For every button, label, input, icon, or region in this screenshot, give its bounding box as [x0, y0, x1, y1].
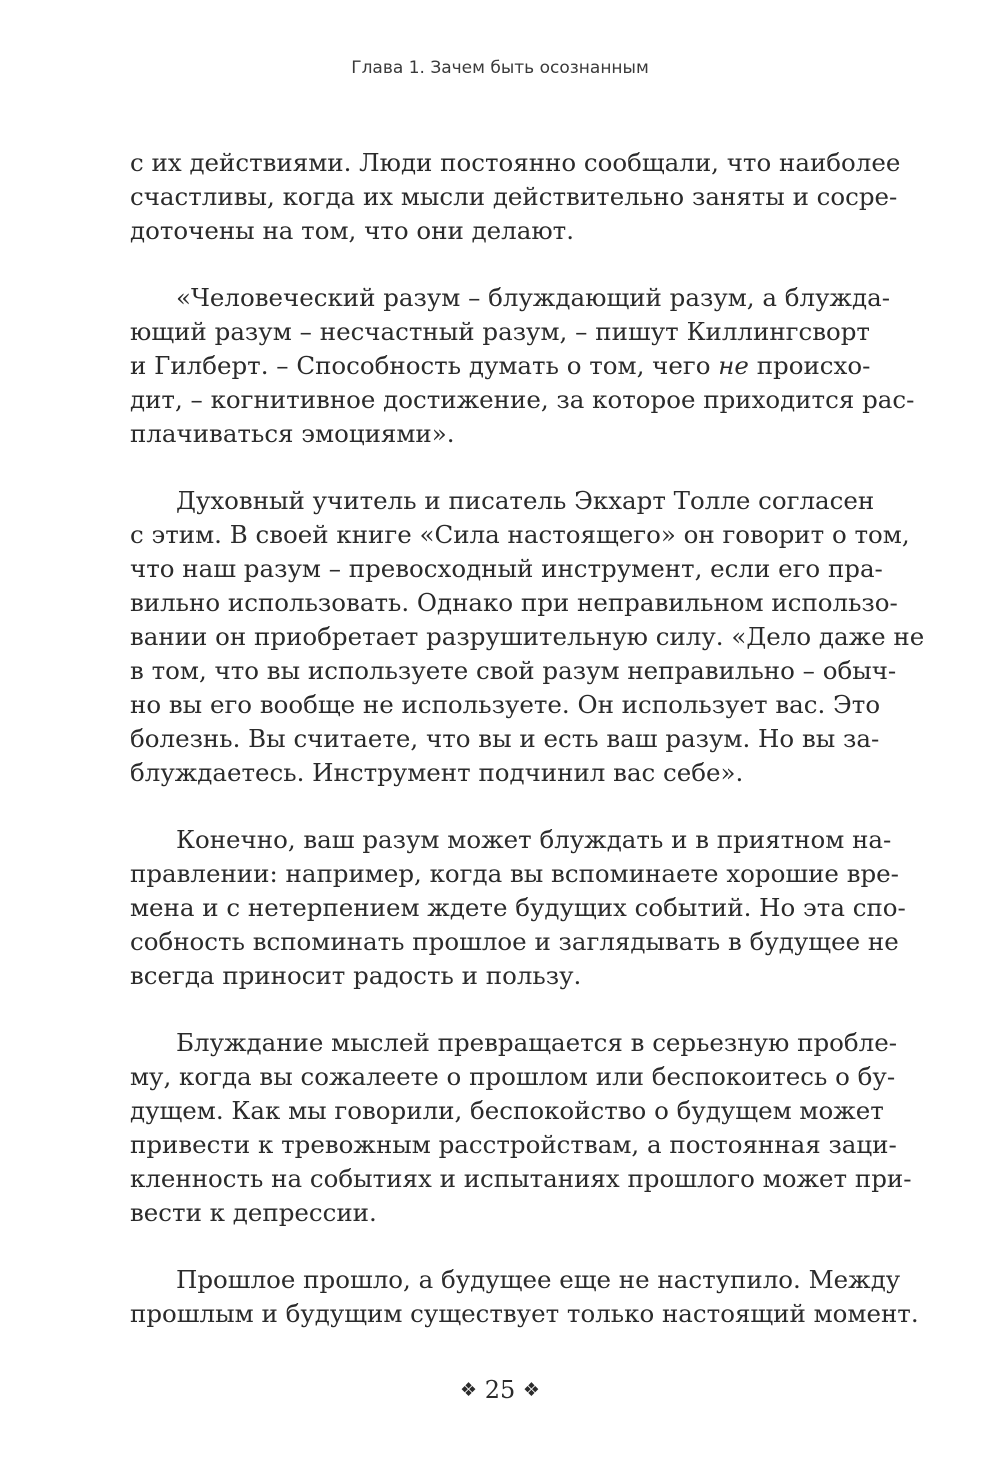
text-line	[130, 349, 870, 383]
text-line: что наш разум – превосходный инструмент, если его пра-	[130, 554, 883, 583]
text-segment: и Гилберт. – Способность думать о том, чего	[130, 351, 711, 380]
running-header: Глава 1. Зачем быть осознанным	[351, 58, 649, 78]
text-line: Духовный учитель и писатель Экхарт Толле согласен	[176, 486, 875, 515]
text-line: му, когда вы сожалеете о прошлом или беспокоитесь о бу-	[130, 1062, 896, 1091]
text-line: плачиваться эмоциями».	[130, 419, 455, 448]
text-line: всегда приносит радость и пользу.	[130, 961, 582, 990]
body-text	[130, 146, 925, 1331]
text-line: ющий разум – несчастный разум, – пишут Киллингсворт	[130, 317, 870, 346]
text-line: доточены на том, что они делают.	[130, 216, 575, 245]
text-line: но вы его вообще не используете. Он использует вас. Это	[130, 690, 881, 719]
text-line: с этим. В своей книге «Сила настоящего» он говорит о том,	[130, 520, 910, 549]
emphasis: не	[718, 351, 749, 380]
ornament-icon: ❖	[522, 1379, 540, 1401]
text-line: Конечно, ваш разум может блуждать и в приятном на-	[176, 825, 892, 854]
text-line: блуждаетесь. Инструмент подчинил вас себе».	[130, 758, 744, 787]
text-segment: происхо-	[756, 351, 871, 380]
text-line: болезнь. Вы считаете, что вы и есть ваш разум. Но вы за-	[130, 724, 880, 753]
text-line: собность вспоминать прошлое и заглядывать в будущее не	[130, 927, 899, 956]
text-line: прошлым и будущим существует только настоящий момент.	[130, 1299, 919, 1328]
text-line: счастливы, когда их мысли действительно заняты и сосре-	[130, 182, 898, 211]
text-line: привести к тревожным расстройствам, а постоянная заци-	[130, 1130, 897, 1159]
text-line: «Человеческий разум – блуждающий разум, а блужда-	[176, 283, 891, 312]
text-line: Прошлое прошло, а будущее еще не наступило. Между	[176, 1265, 901, 1294]
text-line: дущем. Как мы говорили, беспокойство о будущем может	[130, 1096, 884, 1125]
text-line: вести к депрессии.	[130, 1198, 377, 1227]
text-line: дит, – когнитивное достижение, за которое приходится рас-	[130, 385, 915, 414]
page-number: 25	[484, 1376, 516, 1404]
text-line: вании он приобретает разрушительную силу. «Дело даже не	[130, 622, 925, 651]
text-line: правлении: например, когда вы вспоминаете хорошие вре-	[130, 859, 899, 888]
text-line: вильно использовать. Однако при неправильном использо-	[130, 588, 898, 617]
text-line: с их действиями. Люди постоянно сообщали, что наиболее	[130, 148, 901, 177]
text-line: в том, что вы используете свой разум неправильно – обыч-	[130, 656, 897, 685]
page-number-footer	[0, 1376, 1000, 1404]
text-line: Блуждание мыслей превращается в серьезную пробле-	[176, 1028, 898, 1057]
ornament-icon: ❖	[460, 1379, 478, 1401]
text-line: кленность на событиях и испытаниях прошлого может при-	[130, 1164, 912, 1193]
text-line: мена и с нетерпением ждете будущих событий. Но эта спо-	[130, 893, 906, 922]
